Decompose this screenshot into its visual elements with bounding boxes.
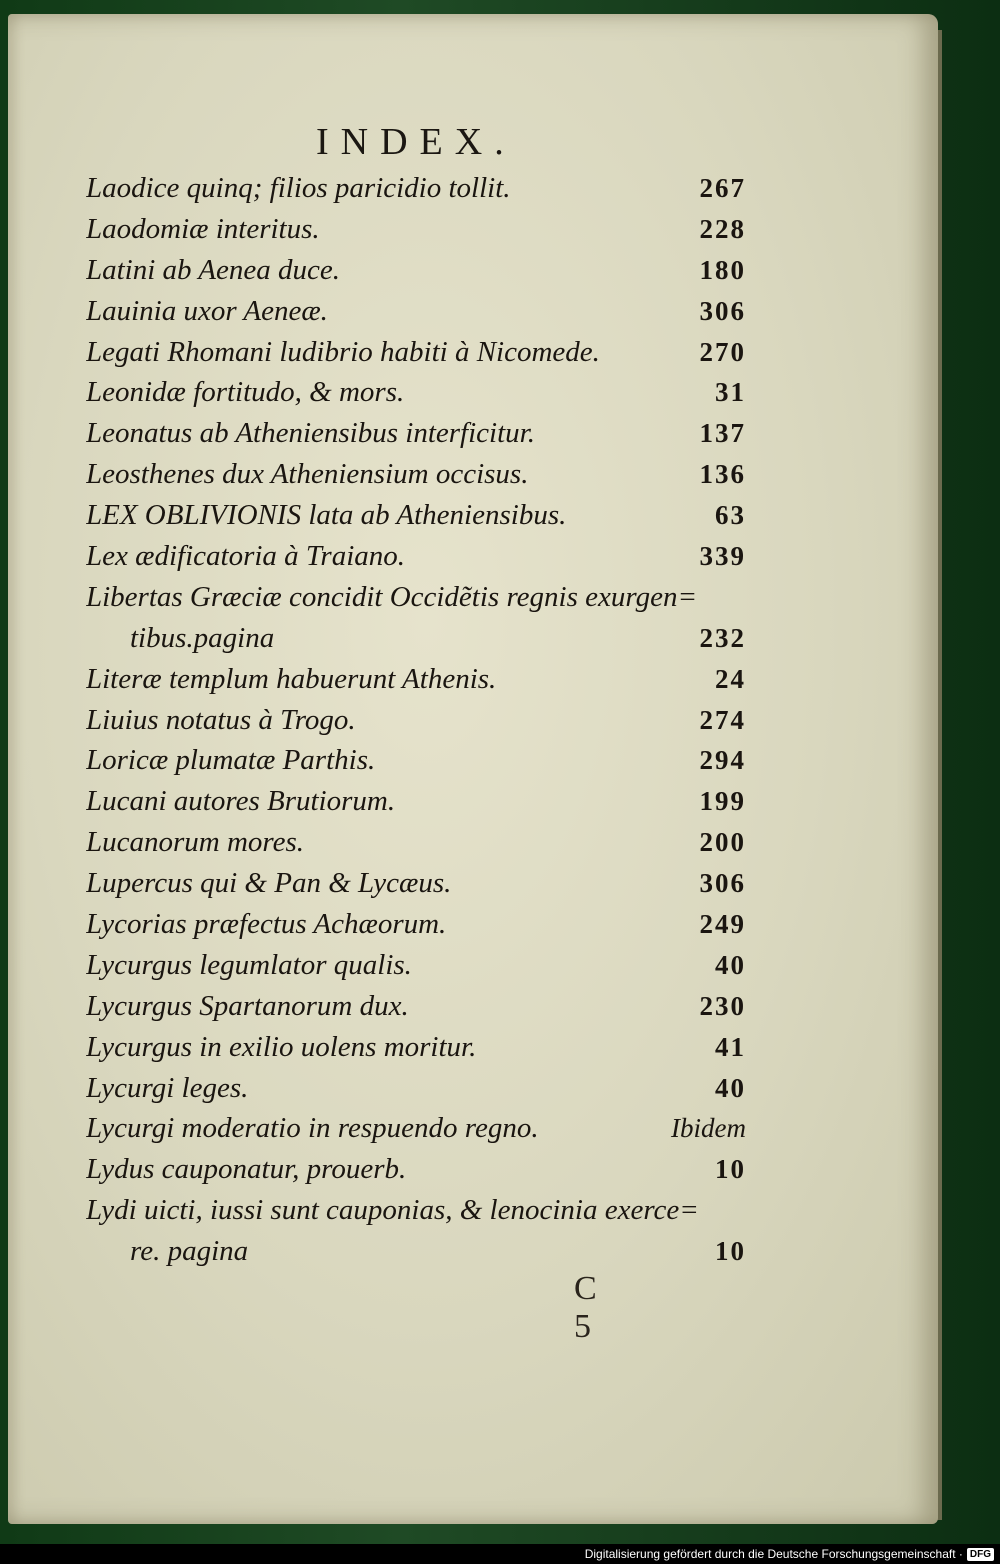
index-entry-page: 136 [699, 459, 746, 490]
index-entry [86, 781, 746, 822]
index-entry [86, 1108, 746, 1149]
index-entry [86, 863, 746, 904]
index-entry [86, 700, 746, 741]
index-entry [86, 618, 746, 659]
index-entry-text: Lucani autores Brutiorum. [86, 785, 396, 818]
index-entry [86, 209, 746, 250]
index-entry [86, 1190, 746, 1231]
index-entry [86, 372, 746, 413]
digitization-footer [0, 1544, 1000, 1564]
index-entry-page: 63 [715, 500, 746, 531]
index-entry-page: 41 [715, 1031, 746, 1062]
index-entry-page: 306 [699, 868, 746, 899]
footer-credit-text: Digitalisierung gefördert durch die Deutsche Forschungsgemeinschaft · [584, 1547, 963, 1561]
index-entry [86, 1231, 746, 1272]
index-entry-page: 24 [715, 663, 746, 694]
index-entry [86, 1149, 746, 1190]
index-entry-page: 306 [699, 295, 746, 326]
index-entry [86, 536, 746, 577]
index-entry-page: 339 [699, 541, 746, 572]
index-entry [86, 1068, 746, 1109]
index-entry-page: 31 [715, 377, 746, 408]
index-entry-text: Lycurgus Spartanorum dux. [86, 989, 409, 1022]
index-entry [86, 822, 746, 863]
index-entry-text: Lydi uicti, iussi sunt cauponias, & lenocinia exerce= [86, 1194, 699, 1227]
index-entry-text: Libertas Græciæ concidit Occidẽtis regnis exurgen= [86, 580, 698, 613]
index-entry-page: 40 [715, 949, 746, 980]
index-entry-page: 270 [699, 336, 746, 367]
index-entry-page: 40 [715, 1072, 746, 1103]
index-entry-text: Laodice quinq; filios paricidio tollit. [86, 172, 511, 204]
index-entry-text: Literæ templum habuerunt Athenis. [86, 662, 497, 695]
index-entry-list [86, 168, 746, 1272]
index-entry [86, 250, 746, 291]
index-entry-page: 232 [699, 622, 746, 653]
index-entry-text: Lydus cauponatur, prouerb. [86, 1153, 407, 1186]
index-entry-text: re. pagina [130, 1235, 249, 1268]
index-entry-text: Lycurgi moderatio in respuendo regno. [86, 1112, 539, 1145]
index-entry-page: 137 [699, 418, 746, 449]
index-entry [86, 454, 746, 495]
index-entry-page: 274 [699, 704, 746, 735]
index-entry [86, 740, 746, 781]
index-entry-text: Lycorias præfectus Achæorum. [86, 908, 447, 941]
index-entry [86, 904, 746, 945]
index-entry-text: Lauinia uxor Aeneæ. [86, 294, 328, 327]
index-entry-page: 294 [699, 745, 746, 776]
index-entry [86, 1027, 746, 1068]
index-entry-text: Latini ab Aenea duce. [86, 253, 340, 286]
index-entry [86, 495, 746, 536]
index-entry [86, 945, 746, 986]
index-entry-text: Loricæ plumatæ Parthis. [86, 744, 376, 777]
index-entry-page: Ibidem [671, 1113, 746, 1144]
index-entry-page: 267 [699, 173, 746, 203]
index-entry-page: 230 [699, 990, 746, 1021]
index-entry-text: Lycurgi leges. [86, 1071, 249, 1104]
index-entry-text: Leonidæ fortitudo, & mors. [86, 376, 405, 409]
index-entry-text: tibus.pagina [130, 621, 275, 654]
page-header: INDEX. [316, 121, 516, 163]
index-entry-page: 228 [699, 213, 746, 244]
index-entry-page: 200 [699, 827, 746, 858]
index-entry-page: 249 [699, 909, 746, 940]
index-entry [86, 168, 746, 209]
index-entry-page: 199 [699, 786, 746, 817]
index-entry-text: Lycurgus legumlator qualis. [86, 948, 412, 981]
index-entry [86, 986, 746, 1027]
index-entry-text: LEX OBLIVIONIS lata ab Atheniensibus. [86, 499, 567, 532]
index-entry [86, 332, 746, 373]
index-entry-text: Lycurgus in exilio uolens moritur. [86, 1030, 477, 1063]
index-entry-page: 10 [715, 1154, 746, 1185]
index-entry-text: Liuius notatus à Trogo. [86, 703, 356, 736]
index-entry [86, 659, 746, 700]
index-entry-text: Laodomiæ interitus. [86, 212, 320, 245]
index-entry [86, 291, 746, 332]
index-entry-text: Legati Rhomani ludibrio habiti à Nicomede. [86, 335, 600, 368]
index-entry [86, 577, 746, 618]
index-entry-text: Lex ædificatoria à Traiano. [86, 540, 406, 573]
dfg-logo: DFG [967, 1548, 994, 1561]
index-entry-text: Lupercus qui & Pan & Lycæus. [86, 867, 452, 900]
index-entry-page: 180 [699, 254, 746, 285]
index-entry-text: Leonatus ab Atheniensibus interficitur. [86, 417, 535, 450]
index-entry-page: 10 [715, 1236, 746, 1267]
signature-mark: C 5 [574, 1270, 633, 1345]
index-entry-text: Lucanorum mores. [86, 826, 305, 859]
index-entry-text: Leosthenes dux Atheniensium occisus. [86, 458, 529, 491]
index-entry [86, 413, 746, 454]
